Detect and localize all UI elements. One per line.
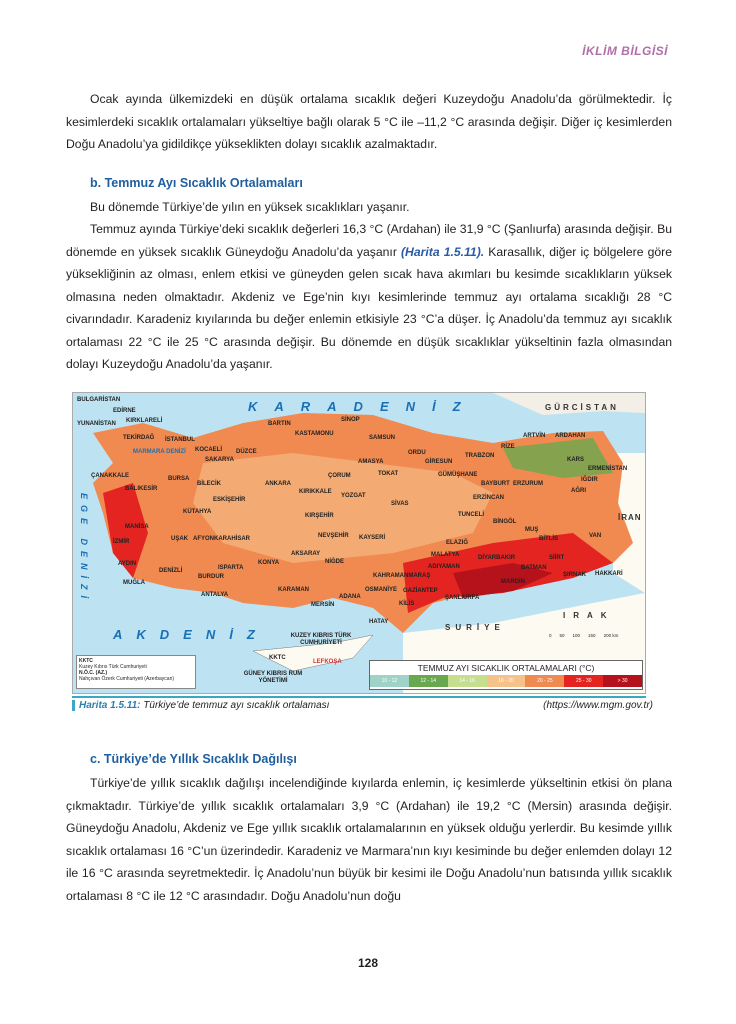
city-label: AMASYA [358,459,384,465]
city-label: MARDİN [501,579,525,585]
city-label: RİZE [501,444,515,450]
city-label: ARTVİN [523,433,546,439]
city-label: KİLİS [399,601,415,607]
city-label: ISPARTA [218,565,244,571]
city-label: ANTALYA [201,592,229,598]
city-label: AFYONKARAHİSAR [193,536,250,542]
city-label: KAHRAMANMARAŞ [373,573,431,579]
map-caption [72,700,653,711]
city-lefkosa: LEFKOŞA [313,659,342,665]
map-reference-link[interactable]: (Harita 1.5.11). [401,244,485,259]
city-label: VAN [589,533,602,539]
city-label: BİNGÖL [493,519,517,525]
city-label: BURSA [168,476,190,482]
abbreviation-box [76,655,196,689]
city-label: OSMANİYE [365,587,398,593]
city-label: BİTLİS [539,536,558,542]
paragraph-text: Türkiye’de yıllık sıcaklık dağılışı incelendiğinde kıyılarda enlemin, iç kesimlerde yükseltinin etkisi ön plana çıkmaktadır. Türkiye’de yıllık sıcaklık ortalamaları 3,9 °C (Ardahan) ile 19,2 °C (Mersin) arasında değişir. Güneydoğu Anadolu, Akdeniz ve Ege yıllık sıcaklık ortalamalarının en yüksek olduğu yerlerdir. Bu kesimde yıllık sıcaklık ortalaması 16 °C’un üzerindedir. Karadeniz ve Marmara’nın kıyı kesiminde bu değer enlemden dolayı 12 ile 16 °C arasında seyretmektedir. İç Anadolu’nun büyük bir kesimi ile Doğu Anadolu’nun batısında yıllık sıcaklık ortalaması 8 °C ile 12 °C arasındadır. Doğu Anadolu’nun doğu [66,776,672,903]
legend-class: 12 - 14 [409,675,448,687]
caption-text: Türkiye’de temmuz ayı sıcaklık ortalaması [140,700,330,711]
city-label: KARAMAN [278,587,309,593]
city-label: ARDAHAN [555,433,586,439]
city-label: GİRESUN [425,459,453,465]
city-label: TEKİRDAĞ [123,435,155,441]
legend-class: 20 - 25 [525,675,564,687]
heading-b: b. Temmuz Ayı Sıcaklık Ortalamaları [90,176,303,190]
scale-tick: 200 km [603,633,619,638]
city-label: GÜMÜŞHANE [438,472,478,478]
city-label: KONYA [258,560,280,566]
map-legend [369,660,643,690]
scale-tick: 0 [549,633,552,638]
city-label: TRABZON [465,453,495,459]
city-label: SAKARYA [205,457,234,463]
caption-source: (https://www.mgm.gov.tr) [543,700,653,711]
city-label: SAMSUN [369,435,396,441]
city-label: MALATYA [431,552,460,558]
city-label: EDİRNE [113,408,136,414]
city-label: KOCAELİ [195,447,222,453]
scale-tick: 50 [559,633,565,638]
paragraph [66,772,672,907]
paragraph [66,196,672,219]
note-text: Nahçıvan Özerk Cumhuriyeti (Azerbaycan) [79,676,175,682]
legend-classes [370,675,642,687]
legend-class: 25 - 30 [564,675,603,687]
city-label: TUNCELİ [458,512,484,518]
city-label: KIRIKKALE [299,489,332,495]
city-label: ESKİŞEHİR [213,497,246,503]
city-label: UŞAK [171,536,189,542]
city-label: KIRKLARELİ [126,418,163,424]
note-abbr: N.Ö.C. (AZ.) [79,670,108,676]
city-label: ADANA [339,594,361,600]
city-label: ERZİNCAN [473,495,504,501]
city-label: BARTIN [268,421,291,427]
city-label: TOKAT [378,471,399,477]
city-label: BİLECİK [197,481,221,487]
running-header: İKLİM BİLGİSİ [582,44,668,58]
paragraph [66,218,672,376]
city-label: ANKARA [265,481,291,487]
city-label: İZMİR [113,539,130,545]
city-label: KARS [567,457,585,463]
city-label: KAYSERİ [359,535,386,541]
sea-label-aegean: EGE DENİZİ [79,493,89,605]
city-label: IĞDIR [581,477,598,483]
city-label: DENİZLİ [159,568,183,574]
legend-class: 16 - 20 [487,675,526,687]
sea-label-marmara: MARMARA DENİZİ [133,449,186,455]
city-label: BAYBURT [481,481,510,487]
city-label: BATMAN [521,565,547,571]
city-label: ORDU [408,450,426,456]
cyprus-south-label: GÜNEY KIBRIS RUM YÖNETİMİ [243,671,303,684]
paragraph-text: Ocak ayında ülkemizdeki en düşük ortalama sıcaklık değeri Kuzeydoğu Anadolu’da görülmektedir. İç kesimlerdeki sıcaklık ortalamaları yükseltiye bağlı olarak 5 °C ile –11,2 °C arasında değişir. Diğer iç kesimlerden Doğu Anadolu’ya gidildikçe yükseklikten dolayı sıcaklık azalmaktadır. [66,92,672,151]
temperature-map [72,392,646,694]
city-label: MERSİN [311,602,335,608]
city-label: BURDUR [198,574,224,580]
caption-ref: Harita 1.5.11: [79,700,141,711]
country-iraq: IRAK [563,611,615,620]
city-label: ŞANLIURFA [445,595,480,601]
country-bulgaria: BULGARİSTAN [77,397,121,403]
paragraph-text: Bu dönemde Türkiye’de yılın en yüksek sıcaklıkları yaşanır. [90,200,410,214]
city-label: İSTANBUL [165,437,195,443]
city-label: SİVAS [391,501,409,507]
legend-class: 14 - 16 [448,675,487,687]
country-greece: YUNANİSTAN [77,421,116,427]
paragraph [66,88,672,156]
city-label: MANİSA [125,524,149,530]
caption-rule [72,696,646,698]
sea-label-black: KARADENİZ [248,399,478,414]
city-label: KÜTAHYA [183,509,212,515]
legend-title: TEMMUZ AYI SICAKLIK ORTALAMALARI (°C) [417,663,595,673]
city-label: ADIYAMAN [428,564,460,570]
note-text: Kuzey Kıbrıs Türk Cumhuriyeti [79,664,147,670]
sea-label-med: AKDENİZ [113,627,269,642]
city-label: ÇORUM [328,473,351,479]
city-label: KIRŞEHİR [305,513,334,519]
city-label: AĞRI [571,488,586,494]
city-label: SİİRT [549,555,565,561]
city-label: BALIKESİR [125,486,158,492]
city-label: NİĞDE [325,559,345,565]
city-label: AYDIN [118,561,137,567]
paragraph-text: Karasallık, diğer iç bölgelere göre yüksekliğinin az olması, enlem etkisi ve güneyden gelen sıcak hava akımları bu kesimde sıcaklıkların yüksek olmasına neden olmaktadır. Akdeniz ve Ege’nin kıyı kesimlerinde temmuz ayı ortalama sıcaklığı 28 °C civarındadır. Karadeniz kıyılarında bu değer enlemin etkisiyle 23 °C’a düşer. İç Anadolu’da temmuz ayı sıcaklık ortalaması 22 °C ile 25 °C arasında değişir. Bu dönemde en düşük sıcaklıklar yükseltinin fazla olmasından dolayı Kuzeydoğu Anadolu’da yaşanır. [66,244,673,371]
paragraph-text: Temmuz ayında Türkiye’deki sıcaklık değerleri 16,3 °C (Ardahan) ile 31,9 °C (Şanlıurfa) arasında değişir. Bu dönemde en yüksek sıcaklık Güneydoğu Anadolu’da yaşanır [66,222,672,259]
city-label: ERZURUM [513,481,543,487]
city-label: YOZGAT [341,493,366,499]
city-label: ŞIRNAK [563,572,587,578]
city-label: GAZİANTEP [403,588,438,594]
country-syria: SURİYE [445,623,505,632]
scale-tick: 100 [572,633,581,638]
city-label: HATAY [369,619,389,625]
city-label: AKSARAY [291,551,321,557]
city-label: ELAZIĞ [446,540,468,546]
scale-tick: 150 [588,633,596,638]
country-georgia: GÜRCİSTAN [545,403,619,412]
country-armenia: ERMENİSTAN [588,466,628,472]
city-label: DÜZCE [236,449,257,455]
note-abbr: KKTC [79,658,93,664]
legend-class: > 30 [603,675,642,687]
city-label: KASTAMONU [295,431,334,437]
city-label: MUĞLA [123,580,145,586]
cyprus-kktc-label: KKTC [269,655,286,661]
scale-bar [549,633,618,638]
city-label: ÇANAKKALE [91,473,129,479]
country-iran: İRAN [618,513,642,522]
city-label: DİYARBAKIR [478,555,516,561]
legend-class: 10 - 12 [370,675,409,687]
city-label: NEVŞEHİR [318,533,349,539]
page-number: 128 [357,956,379,970]
city-label: HAKKARİ [595,571,623,577]
city-label: MUŞ [525,527,539,533]
city-label: SİNOP [341,417,360,423]
heading-c: c. Türkiye’de Yıllık Sıcaklık Dağılışı [90,752,297,766]
cyprus-north-label: KUZEY KIBRIS TÜRK CUMHURİYETİ [290,633,352,646]
